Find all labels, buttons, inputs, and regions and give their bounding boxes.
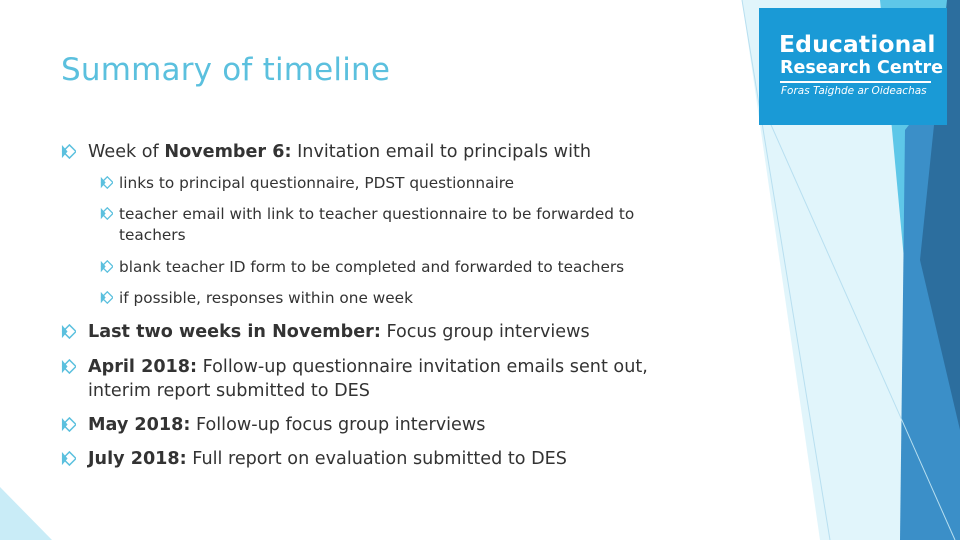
item-rest: Full report on evaluation submitted to DES <box>186 449 567 469</box>
list-item-text <box>88 320 590 344</box>
item-bold: May 2018: <box>88 415 191 435</box>
item-line2: interim report submitted to DES <box>88 381 370 401</box>
deco-green-triangle <box>0 487 52 540</box>
item-bold: April 2018: <box>88 357 198 377</box>
item-bold: July 2018: <box>88 449 187 469</box>
diamond-arrow-icon <box>100 260 116 276</box>
diamond-arrow-icon <box>61 417 77 433</box>
list-subitem-text: links to principal questionnaire, PDST questionnaire <box>119 174 515 192</box>
educational-research-centre-logo <box>759 8 947 125</box>
item-rest: Follow-up focus group interviews <box>190 415 486 435</box>
list-item-text <box>88 140 591 164</box>
diamond-arrow-icon <box>61 451 77 467</box>
item-bold: November 6: <box>164 142 292 162</box>
subitem-line2: teachers <box>119 226 186 244</box>
diamond-arrow-icon <box>100 207 116 223</box>
item-rest: Follow-up questionnaire invitation emails sent out, <box>197 357 648 377</box>
item-prefix: Week of <box>88 142 165 162</box>
diamond-arrow-icon <box>61 324 77 340</box>
item-rest: Focus group interviews <box>380 322 590 342</box>
diamond-arrow-icon <box>100 176 116 192</box>
logo-line2: Research Centre <box>780 58 944 78</box>
list-item-text <box>88 355 648 403</box>
logo-rule <box>780 81 931 83</box>
list-subitem-text: if possible, responses within one week <box>119 289 413 307</box>
list-item-text <box>88 413 485 437</box>
list-subitem-text: blank teacher ID form to be completed and forwarded to teachers <box>119 258 625 276</box>
item-bold: Last two weeks in November: <box>88 322 381 342</box>
diamond-arrow-icon <box>61 144 77 160</box>
logo-line3: Foras Taighde ar Oideachas <box>781 85 927 97</box>
item-rest: Invitation email to principals with <box>291 142 592 162</box>
diamond-arrow-icon <box>100 291 116 307</box>
slide-title: Summary of timeline <box>61 52 391 88</box>
diamond-arrow-icon <box>61 359 77 375</box>
logo-line1: Educational <box>779 30 936 58</box>
list-subitem-text <box>119 204 634 246</box>
subitem-line1: teacher email with link to teacher questionnaire to be forwarded to <box>119 205 635 223</box>
list-item-text <box>88 447 567 471</box>
